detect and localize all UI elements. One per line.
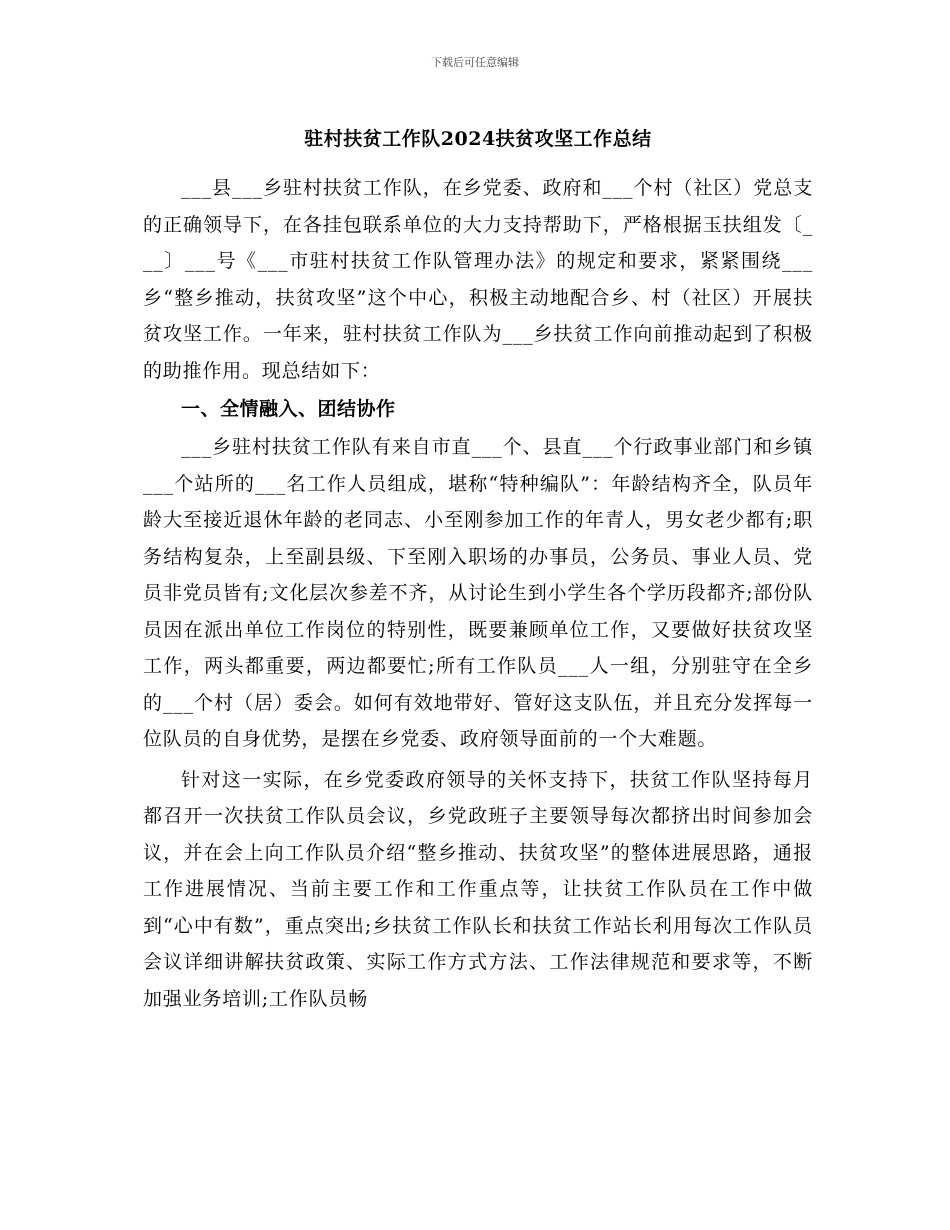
section1-paragraph-2: 针对这一实际，在乡党委政府领导的关怀支持下，扶贫工作队坚持每月都召开一次扶贫工作队员会议，乡党政班子主要领导每次都挤出时间参加会议，并在会上向工作队员介绍“整乡推动、扶贫攻坚”的整体进展思路，通报工作进展情况、当前主要工作和工作重点等，让扶贫工作队员在工作中做到“心中有数”，重点突出;乡扶贫工作队长和扶贫工作站长利用每次工作队员会议详细讲解扶贫政策、实际工作方式方法、工作法律规范和要求等，不断加强业务培训;工作队员畅: [143, 768, 813, 1010]
intro-paragraph: ___县___乡驻村扶贫工作队，在乡党委、政府和___个村（社区）党总支的正确领导下，在各挂包联系单位的大力支持帮助下，严格根据玉扶组发〔___〕___号《___市驻村扶贫工作队管理办法》的规定和要求，紧紧围绕___乡“整乡推动，扶贫攻坚”这个中心，积极主动地配合乡、村（社区）开展扶贫攻坚工作。一年来，驻村扶贫工作队为___乡扶贫工作向前推动起到了积极的助推作用。现总结如下：: [143, 177, 813, 382]
section1-paragraph-1: ___乡驻村扶贫工作队有来自市直___个、县直___个行政事业部门和乡镇___个站所的___名工作人员组成，堪称“特种编队”：年龄结构齐全，队员年龄大至接近退休年龄的老同志、小至刚参加工作的年青人，男女老少都有;职务结构复杂，上至副县级、下至刚入职场的办事员，公务员、事业人员、党员非党员皆有;文化层次参差不齐，从讨论生到小学生各个学历段都齐;部份队员因在派出单位工作岗位的特别性，既要兼顾单位工作，又要做好扶贫攻坚工作，两头都重要，两边都要忙;所有工作队员___人一组，分别驻守在全乡的___个村（居）委会。如何有效地带好、管好这支队伍，并且充分发挥每一位队员的自身优势，是摆在乡党委、政府领导面前的一个大难题。: [143, 436, 813, 750]
document-body: [143, 120, 813, 1017]
section-heading-1: 一、全情融入、团结协作: [181, 398, 396, 420]
header-note: 下载后可任意编辑: [431, 56, 519, 69]
document-title: 驻村扶贫工作队2024扶贫攻坚工作总结: [304, 128, 652, 150]
